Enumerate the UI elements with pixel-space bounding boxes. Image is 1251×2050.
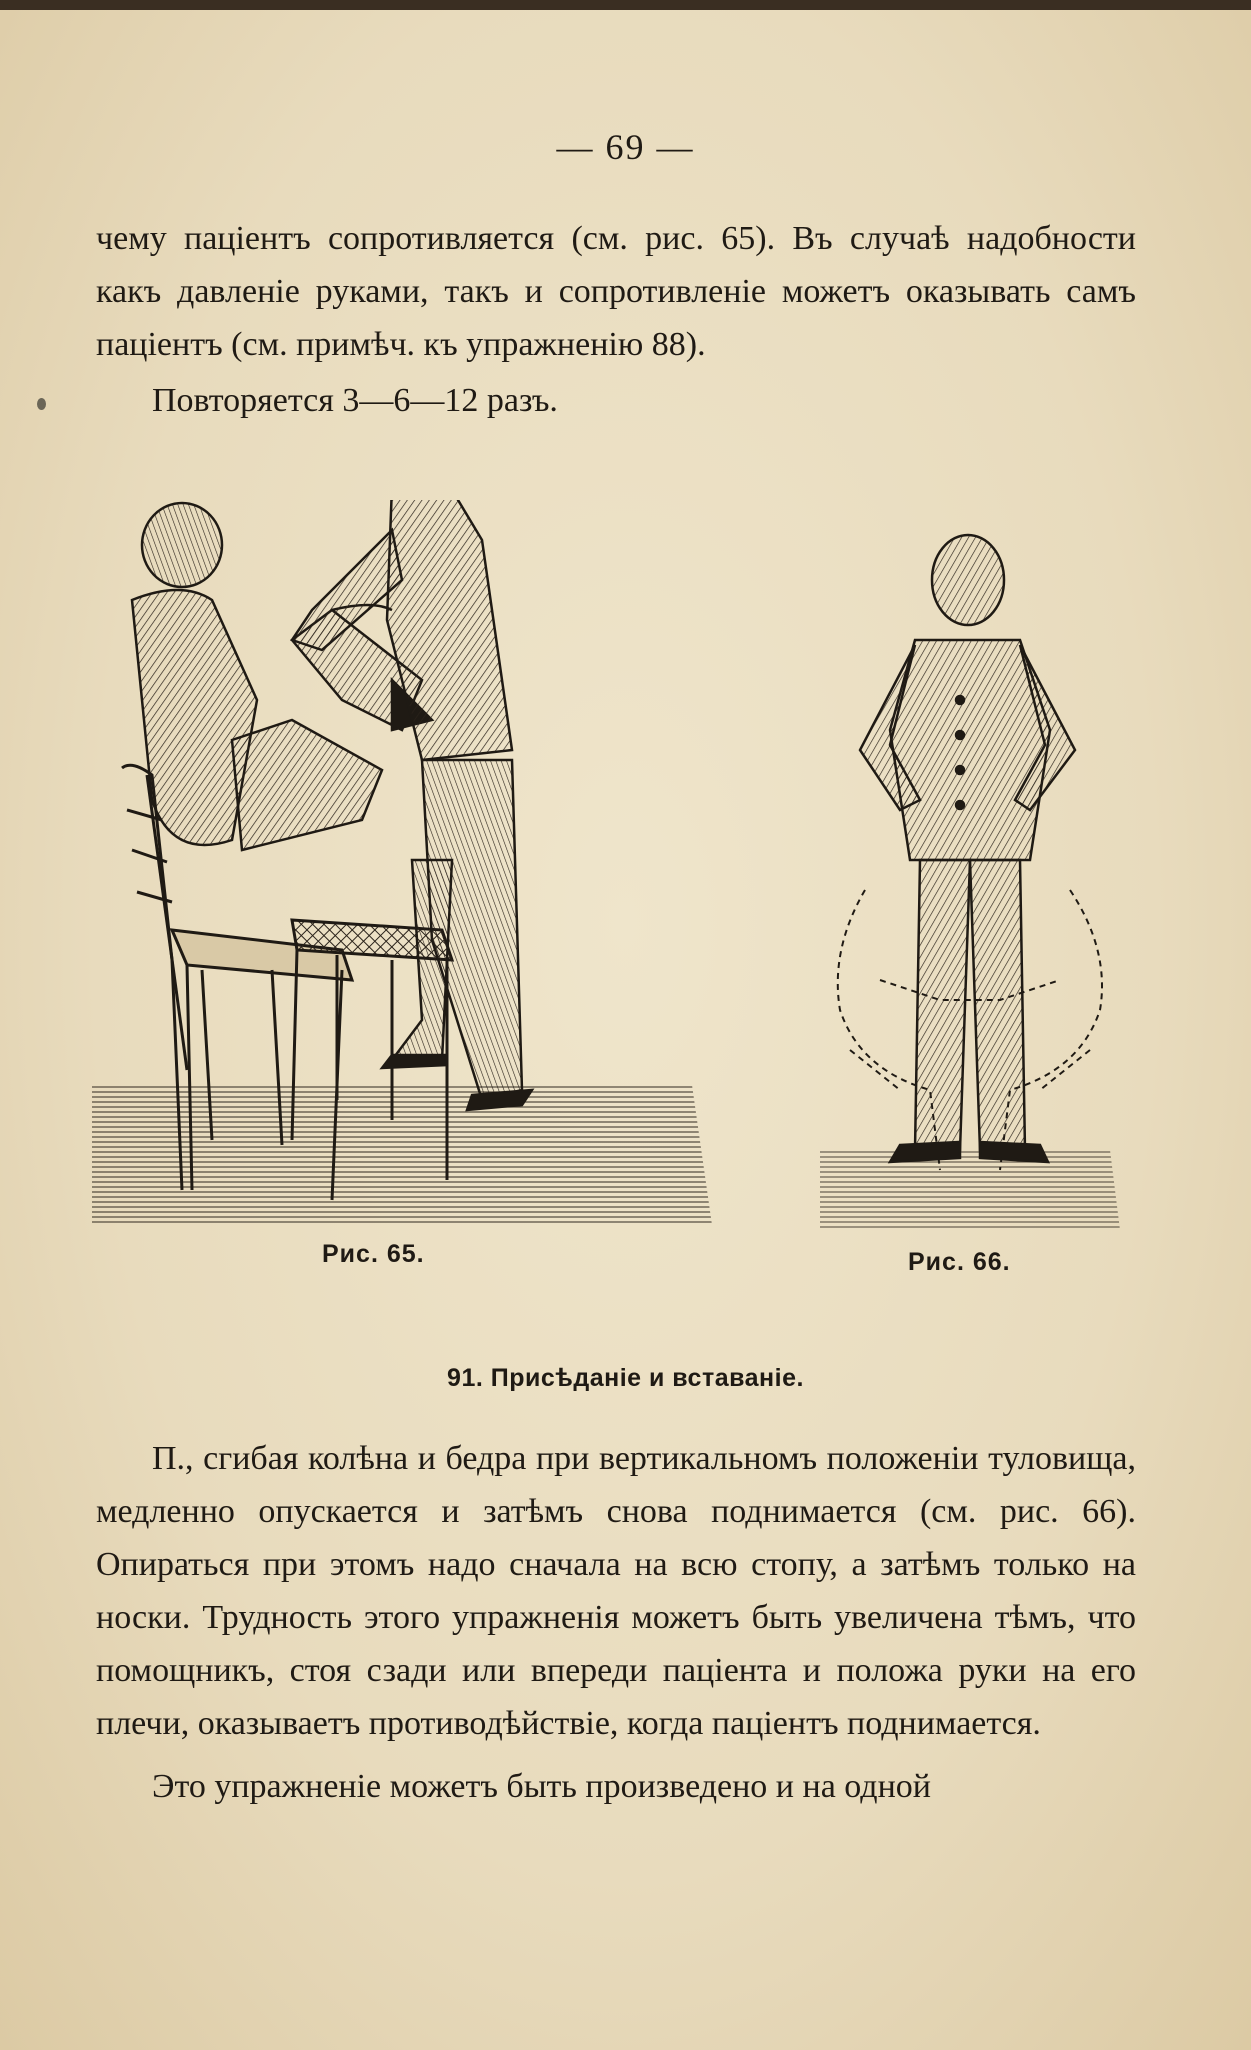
top-paragraph: чему паціентъ сопротивляется (см. рис. 65). Въ случаѣ надобности какъ давленіе руками, такъ и сопротивленіе можетъ оказывать самъ паціентъ (см. примѣч. къ упражненію 88). (96, 220, 1136, 363)
repeat-line: Повторяется 3—6—12 разъ. (152, 382, 558, 419)
body-paragraph: П., сгибая колѣна и бедра при вертикальномъ положеніи туловища, медленно опускается и затѣмъ снова поднимается (см. рис. 66). Опираться при этомъ надо сначала на всю стопу, а затѣмъ только на носки. Трудность этого упражненія можетъ быть увеличена тѣмъ, что помощникъ, стоя сзади или впереди паціента и положа руки на его плечи, оказываетъ противодѣйствіе, когда паціентъ поднимается. (96, 1440, 1136, 1742)
body-text (96, 1432, 1136, 1813)
figure-65-caption: Рис. 65. (322, 1240, 425, 1268)
page-number: — 69 — (556, 127, 695, 167)
figure-65-illustration (92, 500, 712, 1230)
page-top-edge (0, 0, 1251, 10)
last-paragraph: Это упражненіе можетъ быть произведено и на одной (152, 1768, 931, 1805)
figure-66-caption: Рис. 66. (908, 1248, 1011, 1276)
section-heading: 91. Присѣданіе и вставаніе. (447, 1364, 804, 1392)
margin-speck (37, 398, 46, 410)
figure-66-illustration (820, 530, 1120, 1230)
top-text (96, 212, 1136, 427)
